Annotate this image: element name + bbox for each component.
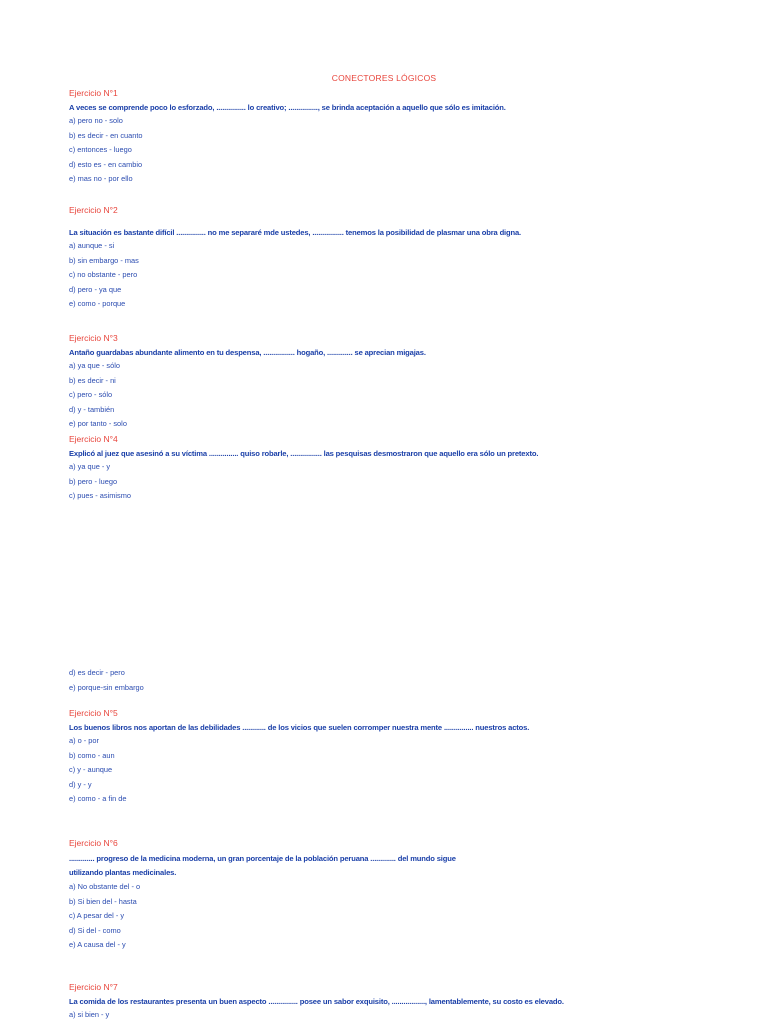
option-e: e) mas no - por ello [69,174,133,184]
option-a: a) pero no - solo [69,116,123,125]
exercise-title: Ejercicio N°6 [69,838,118,848]
exercise-3 [69,331,749,432]
option-c: c) A pesar del - y [69,911,125,921]
exercise-1 [69,86,749,187]
option-d: d) esto es - en cambio [69,159,143,169]
option-c: c) y - aunque [69,765,113,775]
option-e: e) porque-sin embargo [69,682,144,692]
option-c: c) pero - sólo [69,390,113,400]
exercise-question: ............. progreso de la medicina moderna, un gran porcentaje de la población peruana ............. del mundo sigue [69,854,456,863]
option-d: d) y - también [69,404,115,414]
exercise-title: Ejercicio N°2 [69,205,118,215]
exercise-title: Ejercicio N°7 [69,982,118,992]
option-a: a) si bien - y [69,1010,110,1019]
exercise-question: Antaño guardabas abundante alimento en tu despensa, ................ hogaño, ............. se aprecian migajas. [69,348,426,357]
option-b: b) pero - luego [69,476,118,486]
option-c: c) no obstante - pero [69,270,138,280]
option-d: d) y - y [69,779,92,789]
option-e: e) A causa del - y [69,940,126,950]
option-b: b) sin embargo - mas [69,255,139,265]
option-a: a) aunque - si [69,241,115,250]
exercise-6 [69,836,749,953]
exercise-4-continued [69,666,749,695]
option-d: d) Si del - como [69,925,121,935]
option-d: d) es decir - pero [69,668,125,677]
exercise-question-continued: utilizando plantas medicinales. [69,868,177,877]
exercise-question: La comida de los restaurantes presenta un buen aspecto ............... posee un sabor exquisito, ................., lamentablemente, su costo es elevado. [69,997,564,1006]
exercise-question: Explicó al juez que asesinó a su víctima ............... quiso robarle, ................ las pesquisas desmostraron que aquello era sólo un pretexto. [69,449,539,458]
exercise-question: La situación es bastante difícil ............... no me separaré mde ustedes, ................ tenemos la posibilidad de plasmar una obra digna. [69,228,522,237]
option-a: a) ya que - y [69,462,111,471]
exercise-7 [69,980,749,1023]
option-b: b) como - aun [69,750,115,760]
exercise-5 [69,706,749,807]
option-e: e) como - a fin de [69,794,127,804]
exercise-2 [69,203,749,312]
option-d: d) pero - ya que [69,284,122,294]
document-title: CONECTORES LÓGICOS [331,73,437,83]
option-b: b) es decir - en cuanto [69,130,143,140]
option-b: b) es decir - ni [69,375,116,385]
option-e: e) como - porque [69,299,126,309]
exercise-4 [69,432,749,504]
option-a: a) ya que - sólo [69,361,120,370]
option-e: e) por tanto - solo [69,419,127,429]
option-b: b) Si bien del - hasta [69,896,137,906]
option-c: c) pues - asimismo [69,491,132,501]
exercise-question: Los buenos libros nos aportan de las debilidades ............ de los vicios que suelen corromper nuestra mente ............... nuestros actos. [69,723,530,732]
exercise-title: Ejercicio N°4 [69,434,118,444]
option-a: a) No obstante del - o [69,882,141,891]
option-c: c) entonces - luego [69,145,132,155]
exercise-title: Ejercicio N°1 [69,88,118,98]
exercise-title: Ejercicio N°5 [69,708,118,718]
exercise-question: A veces se comprende poco lo esforzado, ............... lo creativo; ..............., se brinda aceptación a aquello que sólo es imitación. [69,103,506,112]
exercise-title: Ejercicio N°3 [69,333,118,343]
option-a: a) o - por [69,736,99,745]
